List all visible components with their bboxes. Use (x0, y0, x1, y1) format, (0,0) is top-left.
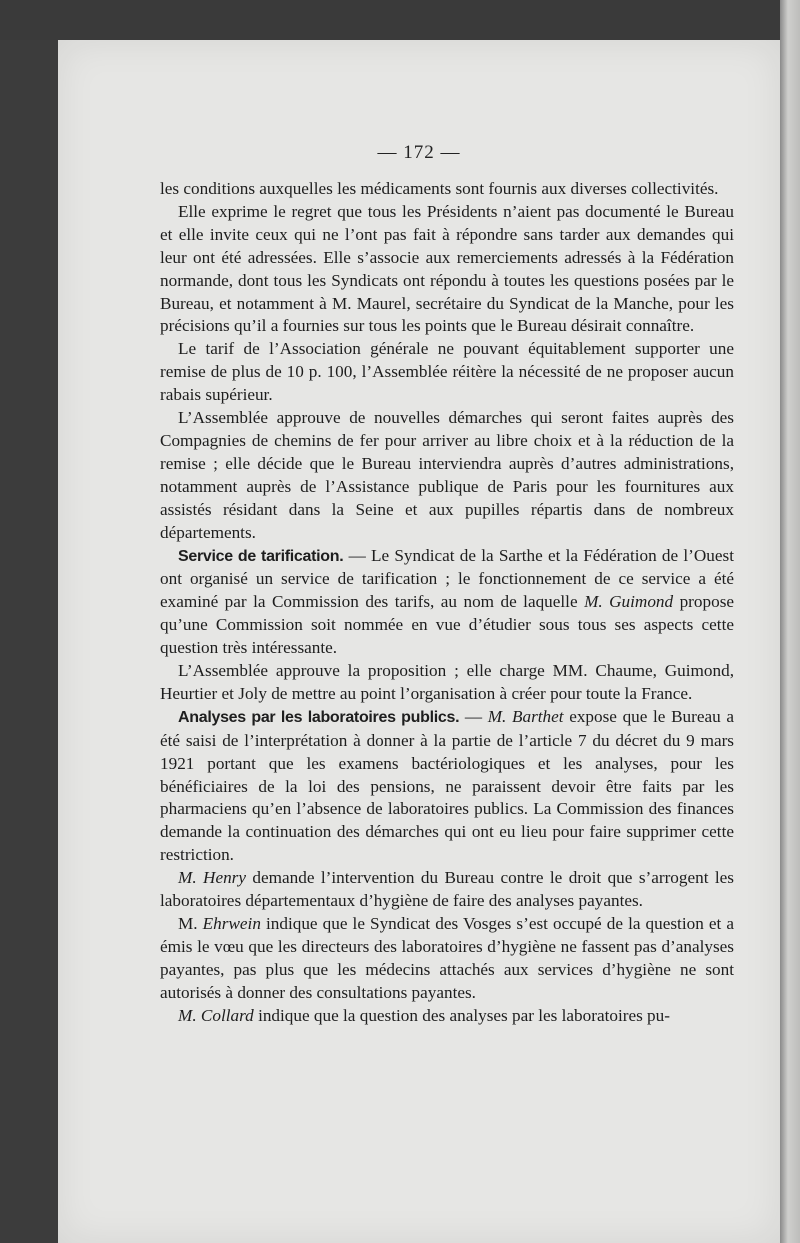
paragraph-text: expose que le Bureau a été saisi de l’interprétation à donner à la partie de l’article 7 du décret du 9 mars 1921 portant que les examens bactériologiques et les analyses, pour les bénéficiaires de la loi des pensions, ne paraissent devoir être faits par les pharmaciens qu’en l’absence de laboratoires publics. La Commission des finances demande la continuation des démarches qui ont eu lieu pour faire supprimer cette restriction. (160, 706, 734, 865)
page-number: — 172 — (377, 142, 461, 163)
paragraph-ehrwein (160, 913, 734, 1005)
person-name: Ehrwein (202, 914, 261, 933)
person-name: M. Henry (178, 868, 246, 888)
paragraph-3: Le tarif de l’Association générale ne pouvant équitablement supporter une remise de plus de 10 p. 100, l’Assemblée réitère la nécessité de ne proposer aucun rabais supérieur. (160, 339, 734, 405)
person-name: M. Guimond (584, 592, 674, 612)
section-heading: Analyses par les laboratoires publics. (178, 708, 460, 726)
paragraph-analyses (160, 706, 734, 867)
paragraph-1: les conditions auxquelles les médicaments sont fournis aux diverses collectivités. (160, 179, 719, 198)
paragraph-collard (160, 1005, 734, 1028)
scan-border-top (0, 0, 800, 40)
document-page (58, 40, 780, 1243)
paragraph-text: demande l’intervention du Bureau contre le droit que s’arrogent les laboratoires départementaux d’hygiène de faire des analyses payantes. (160, 868, 735, 911)
person-name: M. Collard (178, 1005, 254, 1025)
paragraph-text: M. (178, 914, 203, 933)
paragraph-text: — Le Syndicat de la Sarthe et la Fédération de l’Ouest ont organisé un service de tarification ; le fonctionnement de ce service a été examiné par la Commission des tarifs, au nom de laquelle (160, 545, 734, 612)
paragraph-henry (160, 867, 734, 913)
paragraph-2: Elle exprime le regret que tous les Présidents n’aient pas documenté le Bureau et elle invite ceux qui ne l’ont pas fait à répondre sans tarder aux demandes qui leur ont été adressées. Elle s’associe aux remerciements adressés à la Fédération normande, dont tous les Syndicats ont répondu à toutes les questions posées par le Bureau, et notamment à M. Maurel, secrétaire du Syndicat de la Manche, pour les précisions qu’il a fournies sur tous les points que le Bureau désirait connaître. (160, 201, 734, 336)
paragraph-service-tarification (160, 545, 734, 661)
paragraph-4: L’Assemblée approuve de nouvelles démarches qui seront faites auprès des Compagnies de chemins de fer pour arriver au libre choix et à la réduction de la remise ; elle décide que le Bureau interviendra auprès d’autres administrations, notamment auprès de l’Assistance publique de Paris pour les fournitures aux assistés résidant dans la Seine et aux pupilles répartis dans de nombreux départements. (160, 408, 734, 542)
body-text (160, 178, 734, 1028)
paragraph-text: indique que la question des analyses par les laboratoires pu- (253, 1005, 670, 1025)
paragraph-text: — (459, 706, 488, 726)
paragraph-text: propose qu’une Commission soit nommée en vue d’étudier sous tous ses aspects cette question très intéressante. (160, 592, 735, 658)
person-name: M. Barthet (487, 706, 564, 726)
section-heading: Service de tarification. (178, 547, 344, 565)
scan-border-right (780, 0, 800, 1243)
paragraph-6: L’Assemblée approuve la proposition ; elle charge MM. Chaume, Guimond, Heurtier et Joly de mettre au point l’organisation à créer pour toute la France. (160, 661, 734, 703)
paragraph-text: indique que le Syndicat des Vosges s’est occupé de la question et a émis le vœu que les directeurs des laboratoires d’hygiène ne fassent pas d’analyses payantes, pas plus que les médecins attachés aux services d’hygiène ne sont autorisés à donner des consultations payantes. (160, 914, 734, 1002)
